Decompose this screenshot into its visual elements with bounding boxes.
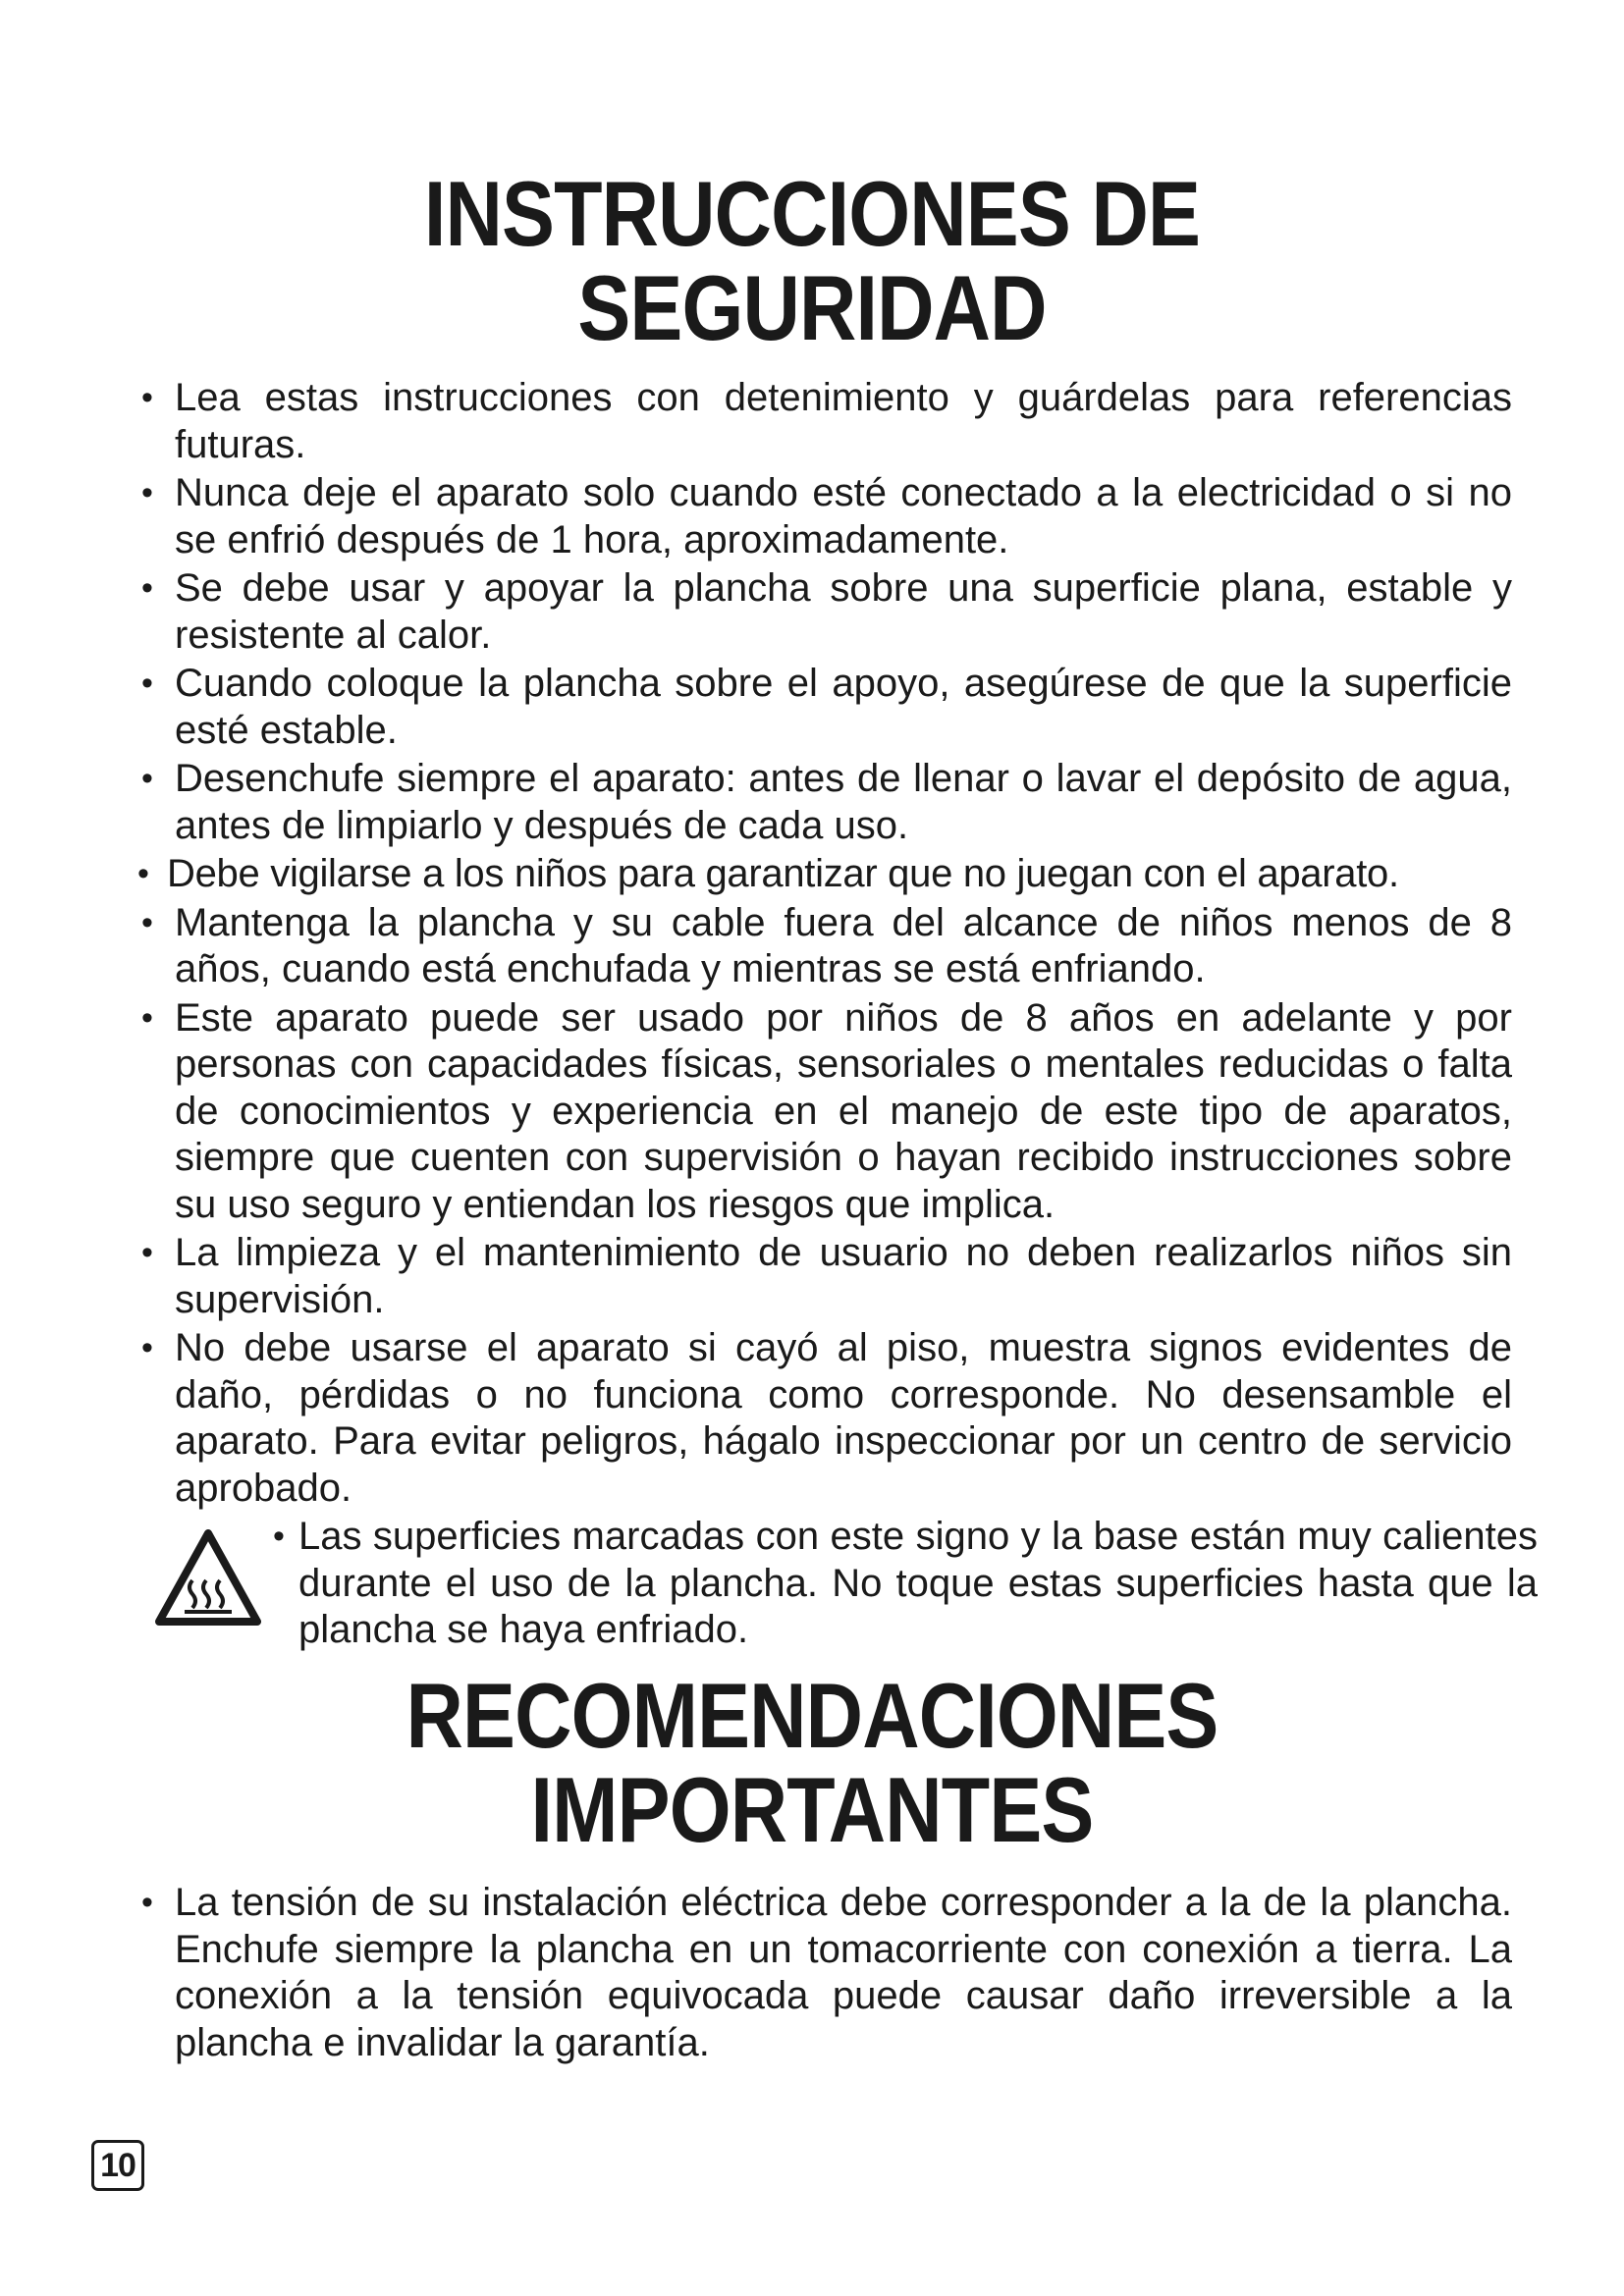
bullet: • (141, 474, 153, 511)
bullet: • (141, 1234, 153, 1271)
hot-surface-warning-icon (155, 1529, 261, 1628)
bullet: • (141, 379, 153, 416)
list-item-text: Nunca deje el aparato solo cuando esté conectado a la electricidad o si no se enfrió después de 1 hora, aproximadamente. (175, 471, 1512, 561)
important-recommendations-heading (114, 1664, 1510, 1861)
safety-instructions-heading (114, 162, 1510, 359)
list-item-text: La tensión de su instalación eléctrica debe corresponder a la de la plancha. Enchufe siempre la plancha en un tomacorriente con conexión a tierra. La conexión a la tensión equivocada puede causar daño irreversible a la plancha e invalidar la garantía. (175, 1881, 1512, 2064)
list-item (137, 375, 1512, 468)
recommendations-list (137, 1880, 1512, 2068)
list-item (137, 565, 1512, 659)
list-item-text: Este aparato puede ser usado por niños de 8 años en adelante y por personas con capacidades físicas, sensoriales o mentales reducidas o falta de conocimientos y experiencia en el manejo de este tipo de aparatos, siempre que cuenten con supervisión o hayan recibido instrucciones sobre su uso seguro y entiendan los riesgos que implica. (175, 995, 1512, 1226)
hot-surface-warning (137, 1514, 1538, 1661)
list-item-text: Debe vigilarse a los niños para garantizar que no juegan con el aparato. (167, 852, 1399, 895)
list-item-text: Cuando coloque la plancha sobre el apoyo, asegúrese de que la superficie esté estable. (175, 662, 1512, 752)
list-item (137, 661, 1512, 754)
bullet: • (141, 665, 153, 702)
bullet: • (141, 569, 153, 607)
list-item (137, 1230, 1512, 1323)
page-number: 10 (91, 2140, 144, 2191)
bullet: • (137, 855, 149, 892)
list-item-text: La limpieza y el mantenimiento de usuario no deben realizarlos niños sin supervisión. (175, 1231, 1512, 1321)
list-item (137, 1880, 1512, 2066)
bullet: • (141, 998, 153, 1037)
bullet: • (141, 760, 153, 797)
list-item (137, 900, 1512, 993)
safety-instructions-list (137, 375, 1538, 1661)
list-item-text: Mantenga la plancha y su cable fuera del alcance de niños menos de 8 años, cuando está enchufada y mientras se está enfriando. (175, 900, 1512, 990)
bullet: • (141, 903, 153, 941)
heading-line-2: SEGURIDAD (577, 256, 1047, 359)
heading-line-1: INSTRUCCIONES DE (423, 162, 1201, 265)
bullet: • (141, 1884, 153, 1921)
heading-line-1: RECOMENDACIONES (406, 1664, 1218, 1767)
list-item (137, 851, 1512, 898)
list-item-text: Se debe usar y apoyar la plancha sobre una superficie plana, estable y resistente al calor. (175, 566, 1512, 657)
heading-line-2: IMPORTANTES (530, 1758, 1094, 1861)
list-item (137, 756, 1512, 849)
bullet: • (141, 1329, 153, 1366)
list-item-text: Desenchufe siempre el aparato: antes de llenar o lavar el depósito de agua, antes de limpiarlo y después de cada uso. (175, 757, 1512, 847)
list-item (137, 995, 1512, 1229)
bullet: • (273, 1518, 285, 1555)
list-item-text: Lea estas instrucciones con detenimiento y guárdelas para referencias futuras. (175, 376, 1512, 466)
list-item (137, 470, 1512, 563)
warning-text-block (273, 1514, 1538, 1654)
list-item-text: No debe usarse el aparato si cayó al piso, muestra signos evidentes de daño, pérdidas o no funciona como corresponde. No desensamble el aparato. Para evitar peligros, hágalo inspeccionar por un centro de servicio aprobado. (175, 1326, 1512, 1510)
list-item (137, 1325, 1512, 1512)
warning-text: Las superficies marcadas con este signo y la base están muy calientes durante el uso de la plancha. No toque estas superficies hasta que la plancha se haya enfriado. (298, 1515, 1538, 1651)
